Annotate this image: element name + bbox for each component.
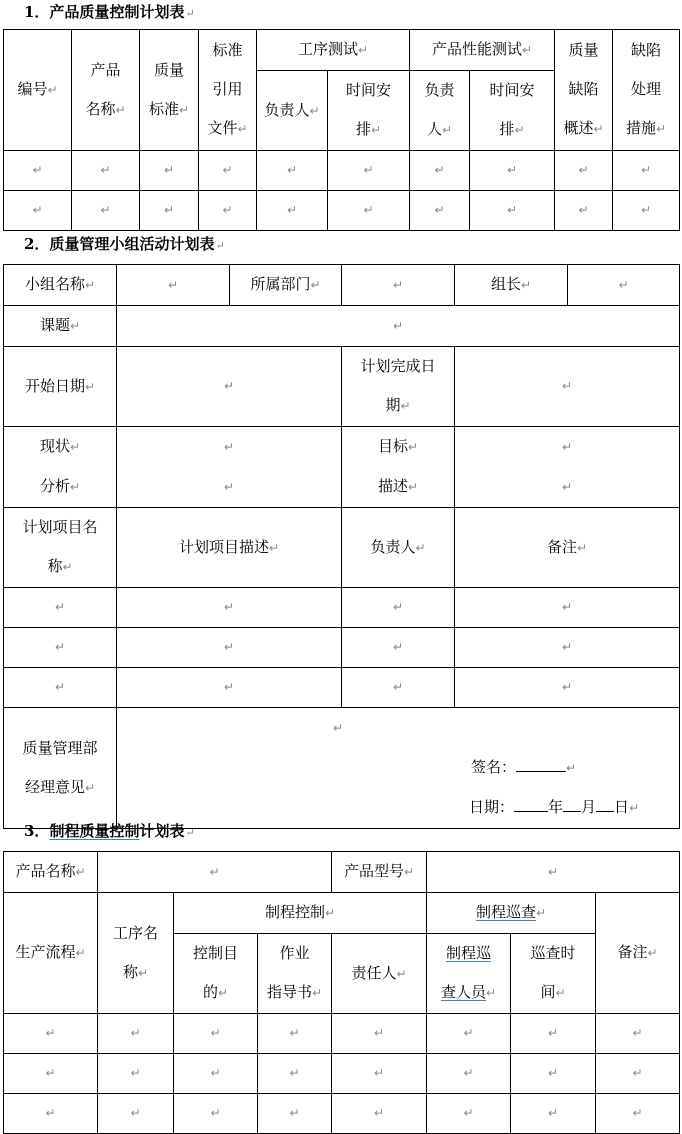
return-mark-icon[interactable]: ↵ [455,668,680,708]
return-mark-icon[interactable]: ↵ [174,1054,258,1094]
return-mark-icon: ↵ [69,440,81,454]
return-mark-icon: ↵ [357,43,369,57]
header-responsible: 责任人↵ [332,934,427,1014]
return-mark-icon[interactable]: ↵ [613,151,680,191]
return-mark-icon[interactable]: ↵ [4,1014,98,1054]
return-mark-icon: ↵ [514,123,525,137]
return-mark-icon: ↵ [332,721,344,735]
paragraph-mark-icon: ↵ [185,7,195,20]
header-quality-standard: 质量 标准↵ [140,30,199,151]
return-mark-icon: ↵ [566,761,577,775]
return-mark-icon[interactable]: ↵ [257,191,328,231]
return-mark-icon[interactable]: ↵ [613,191,680,231]
return-mark-icon[interactable]: ↵ [332,1014,427,1054]
return-mark-icon: ↵ [217,986,229,1000]
return-mark-icon[interactable]: ↵ [470,191,555,231]
return-mark-icon: ↵ [407,480,419,494]
table-row [4,628,680,668]
label-product-name: 产品名称↵ [4,852,98,893]
value-leader[interactable]: ↵ [568,265,680,306]
paragraph-mark-icon: ↵ [215,239,225,252]
return-mark-icon: ↵ [324,906,336,920]
header-product-name: 产品 名称↵ [72,30,140,151]
header-item-description: 计划项目描述↵ [117,508,342,588]
header-defect-measure: 缺陷 处理 措施↵ [613,30,680,151]
return-mark-icon[interactable]: ↵ [427,1014,511,1054]
header-inspector: 制程巡 查人员↵ [427,934,511,1014]
return-mark-icon: ↵ [178,102,190,117]
label-leader: 组长↵ [455,265,568,306]
header-standard-reference: 标准 引用 文件↵ [199,30,257,151]
return-mark-icon[interactable]: ↵ [410,151,470,191]
return-mark-icon[interactable]: ↵ [427,1094,511,1134]
return-mark-icon: ↵ [84,780,96,795]
return-mark-icon[interactable]: ↵ [4,191,72,231]
quality-group-plan-table [3,264,680,829]
header-item-name: 计划项目名 称↵ [4,508,117,588]
return-mark-icon: ↵ [576,540,588,555]
return-mark-icon: ↵ [223,440,235,454]
return-mark-icon[interactable]: ↵ [258,1054,332,1094]
table-row [4,588,680,628]
return-mark-icon[interactable]: ↵ [4,1094,98,1134]
return-mark-icon: ↵ [407,440,419,454]
header-process-name: 工序名 称↵ [98,893,174,1014]
return-mark-icon[interactable]: ↵ [117,668,342,708]
header-id: 编号↵ [4,30,72,151]
return-mark-icon[interactable]: ↵ [258,1014,332,1054]
return-mark-icon: ↵ [69,319,81,333]
return-mark-icon: ↵ [137,965,149,980]
return-mark-icon: ↵ [656,122,667,136]
return-mark-icon: ↵ [415,540,426,555]
return-mark-icon[interactable]: ↵ [98,1014,174,1054]
return-mark-icon: ↵ [311,986,323,1000]
return-mark-icon: ↵ [47,83,58,97]
value-goal-description[interactable] [455,427,680,508]
return-mark-icon: ↵ [223,480,235,494]
return-mark-icon: ↵ [84,278,96,292]
value-start-date[interactable]: ↵ [117,347,342,427]
value-product-model[interactable]: ↵ [427,852,680,893]
return-mark-icon: ↵ [75,946,86,960]
return-mark-icon[interactable]: ↵ [511,1014,596,1054]
return-mark-icon[interactable]: ↵ [427,1054,511,1094]
return-mark-icon: ↵ [310,278,321,292]
return-mark-icon[interactable]: ↵ [332,1054,427,1094]
return-mark-icon: ↵ [62,560,73,574]
process-quality-plan-table [3,851,680,1134]
label-product-model: 产品型号↵ [332,852,427,893]
value-topic[interactable]: ↵ [117,306,680,347]
return-mark-icon: ↵ [561,440,573,454]
table-row [4,1014,680,1054]
date-line: 日期： 年 月 日↵ [469,798,640,816]
value-manager-opinion[interactable] [117,708,680,829]
label-planned-end: 计划完成日 期↵ [342,347,455,427]
return-mark-icon: ↵ [403,865,415,879]
table-row [4,668,680,708]
return-mark-icon: ↵ [485,986,497,1000]
return-mark-icon: ↵ [561,480,573,494]
header-process-test: 工序测试↵ [257,30,410,71]
product-quality-plan-table [3,29,680,231]
return-mark-icon[interactable]: ↵ [328,151,410,191]
return-mark-icon[interactable]: ↵ [596,1054,680,1094]
signature-line: 签名： ↵ [471,758,577,776]
header-process-time: 时间安 排↵ [328,71,410,151]
return-mark-icon[interactable]: ↵ [455,588,680,628]
value-department[interactable]: ↵ [342,265,455,306]
label-group-name: 小组名称↵ [4,265,117,306]
return-mark-icon[interactable]: ↵ [511,1094,596,1134]
header-work-guide: 作业 指导书↵ [258,934,332,1014]
header-process-owner: 负责人↵ [257,71,328,151]
return-mark-icon[interactable]: ↵ [328,191,410,231]
return-mark-icon[interactable]: ↵ [72,151,140,191]
header-remark: 备注↵ [455,508,680,588]
table-row [4,1094,680,1134]
header-performance-owner: 负责 人↵ [410,71,470,151]
return-mark-icon[interactable]: ↵ [4,668,117,708]
return-mark-icon[interactable]: ↵ [455,628,680,668]
return-mark-icon[interactable]: ↵ [410,191,470,231]
return-mark-icon[interactable]: ↵ [174,1094,258,1134]
return-mark-icon[interactable]: ↵ [4,628,117,668]
return-mark-icon: ↵ [441,123,453,137]
return-mark-icon[interactable]: ↵ [199,191,257,231]
return-mark-icon[interactable]: ↵ [257,151,328,191]
return-mark-icon[interactable]: ↵ [4,588,117,628]
return-mark-icon[interactable]: ↵ [4,1054,98,1094]
value-product-name[interactable]: ↵ [98,852,332,893]
return-mark-icon[interactable]: ↵ [4,151,72,191]
return-mark-icon[interactable]: ↵ [511,1054,596,1094]
section1-title: 1．产品质量控制计划表↵ [24,3,195,21]
return-mark-icon[interactable]: ↵ [72,191,140,231]
return-mark-icon[interactable]: ↵ [174,1014,258,1054]
return-mark-icon: ↵ [237,122,248,136]
paragraph-mark-icon: ↵ [185,826,195,839]
table-row [4,151,680,191]
return-mark-icon: ↵ [593,122,604,136]
return-mark-icon[interactable]: ↵ [555,191,613,231]
return-mark-icon[interactable]: ↵ [140,191,199,231]
return-mark-icon: ↵ [535,906,547,920]
return-mark-icon[interactable]: ↵ [98,1054,174,1094]
header-remark: 备注↵ [596,893,680,1014]
return-mark-icon[interactable]: ↵ [470,151,555,191]
return-mark-icon: ↵ [75,865,86,879]
label-status-analysis: 现状↵ 分析↵ [4,427,117,508]
header-process-control: 制程控制↵ [174,893,427,934]
header-performance-time: 时间安 排↵ [470,71,555,151]
return-mark-icon: ↵ [309,103,320,118]
label-goal-description: 目标↵ 描述↵ [342,427,455,508]
return-mark-icon: ↵ [400,399,411,413]
return-mark-icon: ↵ [370,123,382,137]
value-planned-end[interactable]: ↵ [455,347,680,427]
header-owner: 负责人↵ [342,508,455,588]
value-group-name[interactable]: ↵ [117,265,230,306]
return-mark-icon[interactable]: ↵ [332,1094,427,1134]
return-mark-icon[interactable]: ↵ [117,588,342,628]
header-performance-test: 产品性能测试↵ [410,30,555,71]
return-mark-icon: ↵ [629,801,640,815]
return-mark-icon: ↵ [555,986,566,1000]
return-mark-icon[interactable]: ↵ [117,628,342,668]
label-manager-opinion: 质量管理部 经理意见↵ [4,708,117,829]
return-mark-icon[interactable]: ↵ [596,1014,680,1054]
return-mark-icon: ↵ [396,966,407,981]
label-topic: 课题↵ [4,306,117,347]
return-mark-icon[interactable]: ↵ [342,588,455,628]
return-mark-icon[interactable]: ↵ [596,1094,680,1134]
table-row [4,1054,680,1094]
return-mark-icon: ↵ [69,480,81,494]
return-mark-icon[interactable]: ↵ [342,628,455,668]
label-start-date: 开始日期↵ [4,347,117,427]
return-mark-icon: ↵ [115,102,126,117]
return-mark-icon: ↵ [268,540,280,555]
value-status-analysis[interactable] [117,427,342,508]
return-mark-icon[interactable]: ↵ [140,151,199,191]
header-inspect-time: 巡查时 间↵ [511,934,596,1014]
return-mark-icon: ↵ [84,379,96,394]
return-mark-icon[interactable]: ↵ [258,1094,332,1134]
section2-title: 2．质量管理小组活动计划表↵ [24,235,225,253]
return-mark-icon: ↵ [647,946,658,960]
header-control-goal: 控制目 的↵ [174,934,258,1014]
return-mark-icon[interactable]: ↵ [199,151,257,191]
header-production-flow: 生产流程↵ [4,893,98,1014]
return-mark-icon: ↵ [520,278,532,292]
header-defect-description: 质量 缺陷 概述↵ [555,30,613,151]
section3-title: 3．制程质量控制计划表↵ [24,822,195,840]
header-inspection: 制程巡查↵ [427,893,596,934]
return-mark-icon[interactable]: ↵ [342,668,455,708]
return-mark-icon[interactable]: ↵ [555,151,613,191]
return-mark-icon[interactable]: ↵ [98,1094,174,1134]
label-department: 所属部门↵ [230,265,342,306]
table-row [4,191,680,231]
return-mark-icon: ↵ [522,43,533,57]
